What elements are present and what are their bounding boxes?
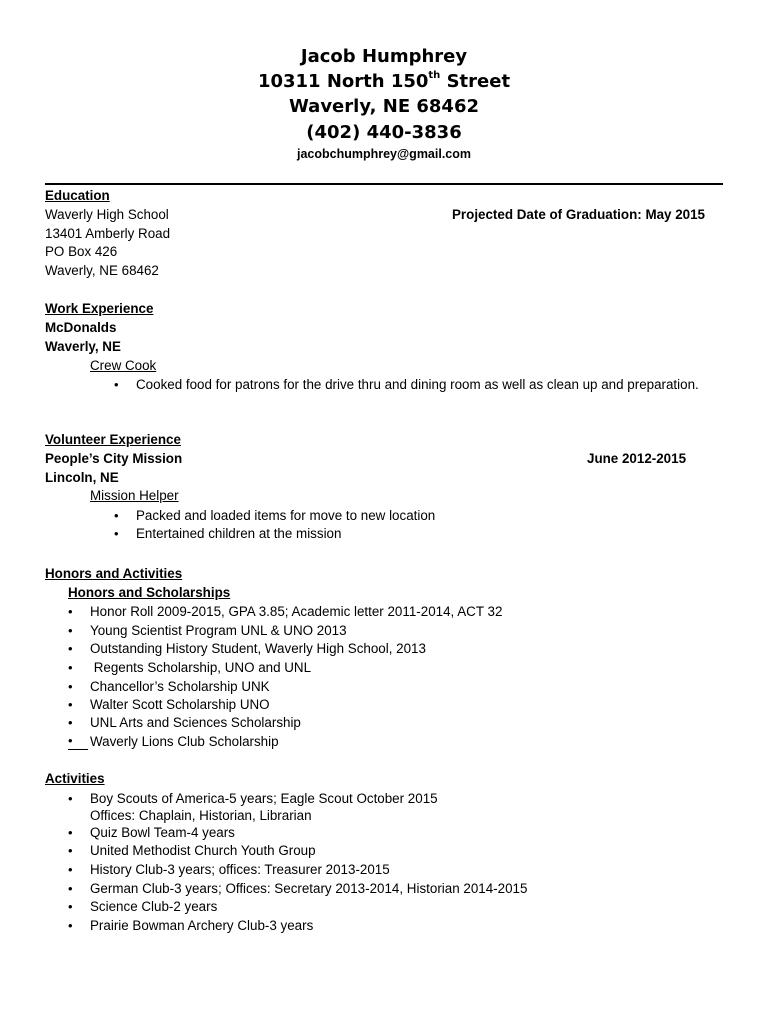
work-role: Crew Cook <box>90 358 157 373</box>
honor-item: Walter Scott Scholarship UNO <box>90 697 270 712</box>
activity-item: Science Club-2 years <box>90 899 218 914</box>
education-heading: Education <box>45 188 110 203</box>
city-state-zip: Waverly, NE 68462 <box>288 96 480 117</box>
work-employer: McDonalds <box>45 320 117 335</box>
street-address-end: Street <box>440 71 511 92</box>
activity-item: Prairie Bowman Archery Club-3 years <box>90 918 314 933</box>
street-address <box>0 71 768 92</box>
school-address-line: Waverly, NE 68462 <box>45 263 159 278</box>
honor-item: Waverly Lions Club Scholarship <box>90 734 279 749</box>
bullet-icon: • <box>68 623 73 638</box>
volunteer-duty: Entertained children at the mission <box>136 526 342 541</box>
street-address-main: 10311 North 150 <box>257 71 429 92</box>
honor-item: Regents Scholarship, UNO and UNL <box>90 660 312 675</box>
volunteer-duty: Packed and loaded items for move to new location <box>136 508 436 523</box>
bullet-icon: • <box>68 918 73 933</box>
bullet-icon: • <box>68 697 73 712</box>
bullet-icon: • <box>68 881 73 896</box>
honor-item: Outstanding History Student, Waverly High School, 2013 <box>90 641 426 656</box>
volunteer-role: Mission Helper <box>90 488 179 503</box>
bullet-icon: • <box>68 715 73 730</box>
activity-item: History Club-3 years; offices: Treasurer 2013-2015 <box>90 862 390 877</box>
bullet-icon: • <box>114 526 119 541</box>
bullet-icon: • <box>68 660 73 675</box>
bullet-icon: • <box>68 641 73 656</box>
bullet-icon: • <box>68 791 73 806</box>
work-duty: Cooked food for patrons for the drive thru and dining room as well as clean up and preparation. <box>136 377 699 392</box>
header-divider <box>45 183 723 185</box>
bullet-icon: • <box>68 899 73 914</box>
applicant-name: Jacob Humphrey <box>300 46 468 67</box>
activity-item: Boy Scouts of America-5 years; Eagle Scout October 2015 <box>90 791 438 806</box>
bullet-icon: • <box>68 843 73 858</box>
honor-item: UNL Arts and Sciences Scholarship <box>90 715 301 730</box>
honor-item: Young Scientist Program UNL & UNO 2013 <box>90 623 347 638</box>
bullet-icon: • <box>68 862 73 877</box>
activity-item: Quiz Bowl Team-4 years <box>90 825 235 840</box>
activity-item: United Methodist Church Youth Group <box>90 843 316 858</box>
honor-item: Honor Roll 2009-2015, GPA 3.85; Academic letter 2011-2014, ACT 32 <box>90 604 503 619</box>
bullet-icon: • <box>114 377 119 392</box>
work-heading: Work Experience <box>45 301 154 316</box>
activities-heading: Activities <box>45 771 105 786</box>
volunteer-location: Lincoln, NE <box>45 470 119 485</box>
work-location: Waverly, NE <box>45 339 121 354</box>
volunteer-org: People’s City Mission <box>45 451 183 466</box>
volunteer-dates: June 2012-2015 <box>587 451 687 466</box>
bullet-icon: • <box>114 508 119 523</box>
bullet-icon: • <box>68 679 73 694</box>
activity-subitem: Offices: Chaplain, Historian, Librarian <box>90 808 312 823</box>
honors-heading: Honors and Activities <box>45 566 183 581</box>
school-name: Waverly High School <box>45 207 169 222</box>
activity-item: German Club-3 years; Offices: Secretary 2013-2014, Historian 2014-2015 <box>90 881 528 896</box>
honors-subheading: Honors and Scholarships <box>68 585 231 600</box>
graduation-date: Projected Date of Graduation: May 2015 <box>452 207 706 222</box>
email-address: jacobchumphrey@gmail.com <box>296 147 472 161</box>
bullet-icon: • <box>68 604 73 619</box>
phone-number: (402) 440-3836 <box>306 122 462 143</box>
street-address-suffix: th <box>428 70 441 81</box>
bullet-icon: • <box>68 733 88 750</box>
bullet-icon: • <box>68 825 73 840</box>
school-address-line: 13401 Amberly Road <box>45 226 171 241</box>
honor-item: Chancellor’s Scholarship UNK <box>90 679 270 694</box>
volunteer-heading: Volunteer Experience <box>45 432 181 447</box>
school-address-line: PO Box 426 <box>45 244 118 259</box>
